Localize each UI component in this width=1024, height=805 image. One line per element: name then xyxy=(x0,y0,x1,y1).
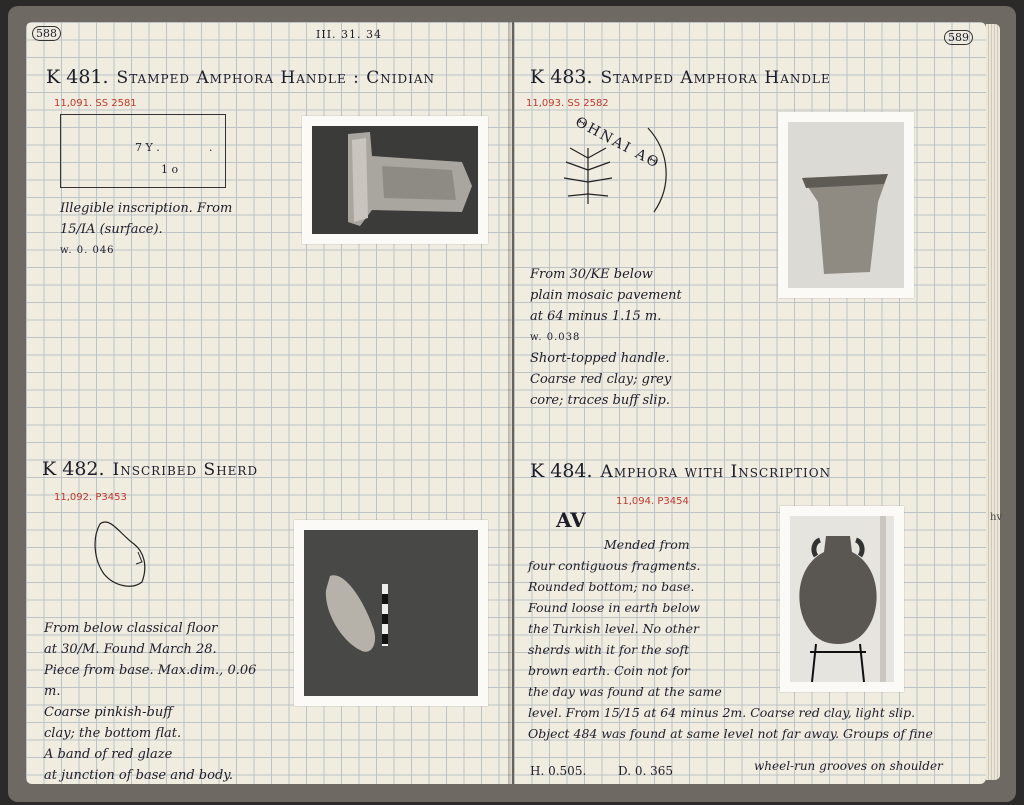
note-line: Found loose in earth below xyxy=(528,600,700,615)
amphora-handle-image xyxy=(312,126,478,234)
entry-number: K 482. xyxy=(42,458,105,480)
note-line: at 30/M. Found March 28. xyxy=(44,642,217,657)
left-page xyxy=(26,22,512,784)
inscription-mark: AV xyxy=(556,508,586,532)
page-number-left: 588 xyxy=(32,26,61,41)
photo-k482 xyxy=(294,520,488,706)
footer-note: wheel-run grooves on shoulder xyxy=(754,759,943,773)
sherd-image xyxy=(304,530,478,696)
note-line: A band of red glaze xyxy=(44,747,173,762)
amphora-handle-image xyxy=(788,122,904,288)
page-date: III. 31. 34 xyxy=(316,28,383,41)
note-line: four contiguous fragments. xyxy=(528,558,701,573)
footer-diameter: D. 0. 365 xyxy=(618,764,673,778)
entry-number: K 483. xyxy=(530,66,593,88)
entry-number: K 484. xyxy=(530,460,593,482)
stamp-text: . xyxy=(209,141,213,154)
entry-k483-heading xyxy=(530,66,831,88)
stamp-text: 7 Y . xyxy=(135,141,160,154)
entry-k482-notes xyxy=(44,618,256,784)
right-page xyxy=(514,22,986,784)
page-edges xyxy=(986,24,1003,780)
stamp-text: 1 o xyxy=(161,163,179,176)
note-line: Illegible inscription. From xyxy=(60,201,233,216)
note-line: m. xyxy=(44,684,61,699)
sherd-outline-drawing xyxy=(90,516,152,596)
photo-k481 xyxy=(302,116,488,244)
note-line: Piece from base. Max.dim., 0.06 xyxy=(44,663,257,678)
entry-k484-notes xyxy=(528,534,933,744)
note-line: w. 0. 046 xyxy=(60,245,115,256)
note-line: at junction of base and body. xyxy=(44,768,234,783)
entry-k484-heading xyxy=(530,460,831,482)
note-line: Rounded bottom; no base. xyxy=(528,579,695,594)
note-line: Mended from xyxy=(604,537,690,552)
entry-k484-reg: 11,094. P3454 xyxy=(616,496,689,507)
note-line: the Turkish level. No other xyxy=(528,621,700,636)
note-line: Coarse red clay; grey xyxy=(530,372,672,387)
entry-k482-reg: 11,092. P3453 xyxy=(54,492,127,503)
note-line: From 30/KE below xyxy=(530,267,653,282)
note-line: level. From 15/15 at 64 minus 2m. Coarse red clay, light slip. xyxy=(528,705,916,720)
note-line: From below classical floor xyxy=(44,621,218,636)
stamp-drawing-box xyxy=(60,114,226,188)
note-line: brown earth. Coin not for xyxy=(528,663,690,678)
entry-k481-notes xyxy=(60,198,232,261)
note-line: the day was found at the same xyxy=(528,684,722,699)
note-line: 15/IA (surface). xyxy=(60,222,163,237)
entry-k481-heading xyxy=(46,66,435,88)
entry-k483-notes xyxy=(530,264,682,411)
photo-k483 xyxy=(778,112,914,298)
note-line: plain mosaic pavement xyxy=(530,288,682,303)
note-line: core; traces buff slip. xyxy=(530,393,670,408)
note-line: clay; the bottom flat. xyxy=(44,726,182,741)
stamp-letters: ΘΗΝΑΙ ΑΘ xyxy=(572,114,663,173)
note-line: sherds with it for the soft xyxy=(528,642,690,657)
note-line: Coarse pinkish-buff xyxy=(44,705,173,720)
note-line: Short-topped handle. xyxy=(530,351,670,366)
page-number-right: 589 xyxy=(944,30,973,45)
entry-number: K 481. xyxy=(46,66,109,88)
entry-title: Inscribed Sherd xyxy=(112,460,259,480)
margin-mark: hv xyxy=(990,512,1003,523)
footer-height: H. 0.505. xyxy=(530,764,587,778)
entry-title: Stamped Amphora Handle xyxy=(600,68,831,88)
note-line: Object 484 was found at same level not far away. Groups of fine xyxy=(528,726,933,741)
entry-k483-reg: 11,093. SS 2582 xyxy=(526,98,609,109)
entry-k481-reg: 11,091. SS 2581 xyxy=(54,98,137,109)
note-line: w. 0.038 xyxy=(530,332,581,343)
note-line: at 64 minus 1.15 m. xyxy=(530,309,662,324)
entry-k482-heading xyxy=(42,458,258,480)
entry-title: Stamped Amphora Handle : Cnidian xyxy=(116,68,436,88)
entry-title: Amphora with Inscription xyxy=(600,462,832,482)
